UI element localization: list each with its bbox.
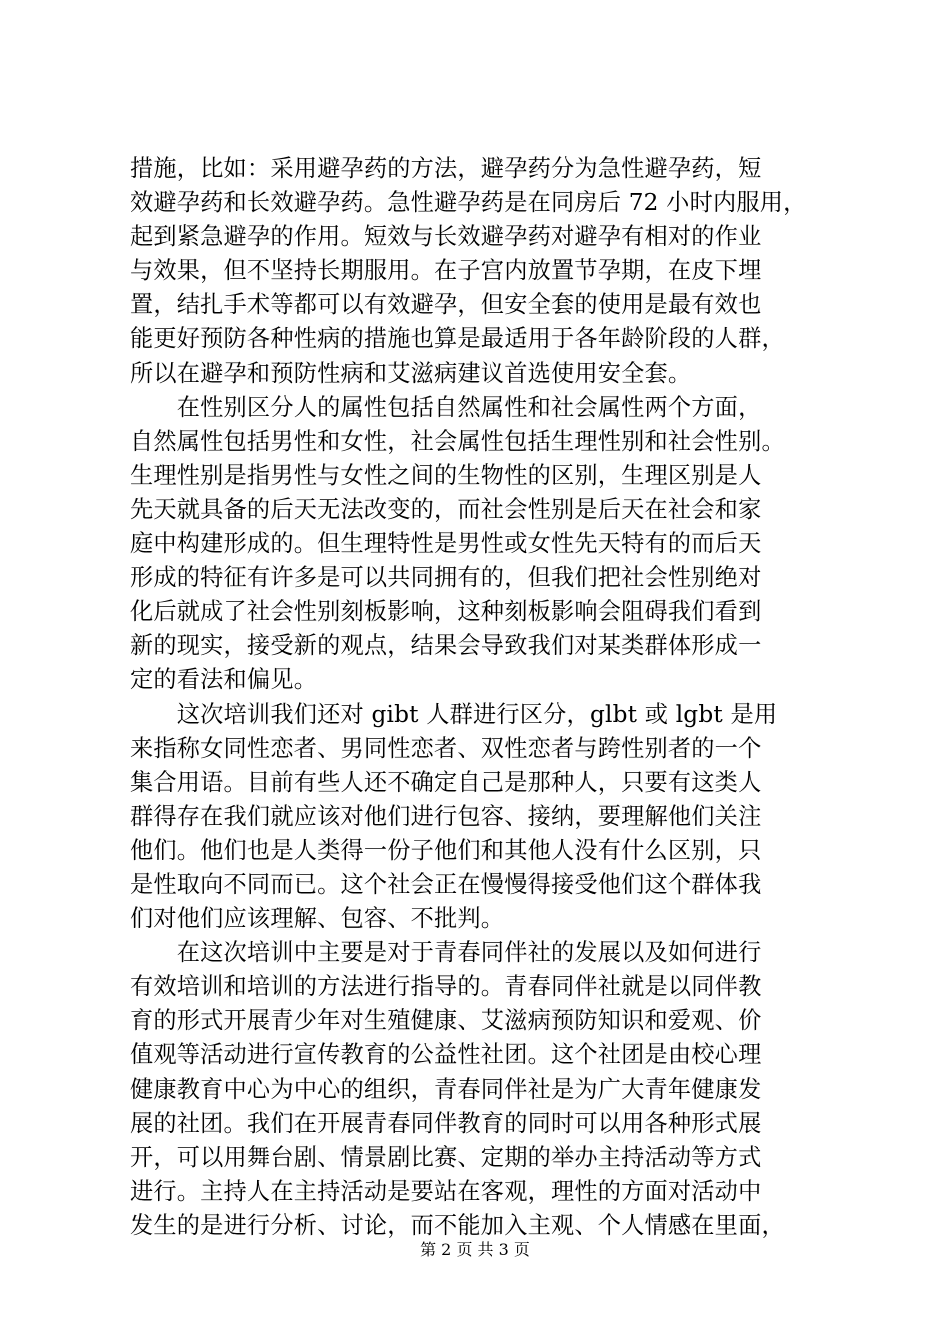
text-line: 定的看法和偏见。	[130, 666, 318, 694]
text-line: 他们。他们也是人类得一份子他们和其他人没有什么区别，只	[130, 836, 762, 864]
text-line: 开，可以用舞台剧、情景剧比赛、定期的举办主持活动等方式	[130, 1143, 762, 1171]
text-line: 能更好预防各种性病的措施也算是最适用于各年龄阶段的人群，	[130, 325, 785, 353]
text-line: 在这次培训中主要是对于青春同伴社的发展以及如何进行	[130, 939, 762, 967]
text-line: 集合用语。目前有些人还不确定自己是那种人，只要有这类人	[130, 768, 762, 796]
text-line: 所以在避孕和预防性病和艾滋病建议首选使用安全套。	[130, 359, 692, 387]
text-line: 先天就具备的后天无法改变的，而社会性别是后天在社会和家	[130, 495, 762, 523]
text-line: 新的现实，接受新的观点，结果会导致我们对某类群体形成一	[130, 632, 762, 660]
text-line: 健康教育中心为中心的组织，青春同伴社是为广大青年健康发	[130, 1075, 762, 1103]
text-line: 发生的是进行分析、讨论，而不能加入主观、个人情感在里面，	[130, 1211, 785, 1239]
text-line: 置，结扎手术等都可以有效避孕，但安全套的使用是最有效也	[130, 291, 762, 319]
text-line: 效避孕药和长效避孕药。急性避孕药是在同房后 72 小时内服用，	[130, 189, 807, 217]
text-line: 是性取向不同而已。这个社会正在慢慢得接受他们这个群体我	[130, 870, 762, 898]
text-line: 化后就成了社会性别刻板影响，这种刻板影响会阻碍我们看到	[130, 598, 762, 626]
page-footer: 第 2 页 共 3 页	[420, 1240, 530, 1259]
text-line: 庭中构建形成的。但生理特性是男性或女性先天特有的而后天	[130, 530, 762, 558]
text-line: 这次培训我们还对 gibt 人群进行区分，glbt 或 lgbt 是用	[130, 700, 778, 728]
body-text	[130, 152, 830, 1243]
text-line: 在性别区分人的属性包括自然属性和社会属性两个方面，	[130, 393, 762, 421]
text-line: 形成的特征有许多是可以共同拥有的，但我们把社会性别绝对	[130, 564, 762, 592]
text-line: 值观等活动进行宣传教育的公益性社团。这个社团是由校心理	[130, 1041, 762, 1069]
text-line: 有效培训和培训的方法进行指导的。青春同伴社就是以同伴教	[130, 973, 762, 1001]
text-line: 与效果，但不坚持长期服用。在子宫内放置节孕期，在皮下埋	[130, 257, 762, 285]
text-line: 育的形式开展青少年对生殖健康、艾滋病预防知识和爱观、价	[130, 1007, 762, 1035]
text-line: 群得存在我们就应该对他们进行包容、接纳，要理解他们关注	[130, 802, 762, 830]
text-line: 来指称女同性恋者、男同性恋者、双性恋者与跨性别者的一个	[130, 734, 762, 762]
text-line: 自然属性包括男性和女性，社会属性包括生理性别和社会性别。	[130, 427, 785, 455]
text-line: 展的社团。我们在开展青春同伴教育的同时可以用各种形式展	[130, 1109, 762, 1137]
text-line: 措施，比如：采用避孕药的方法，避孕药分为急性避孕药，短	[130, 155, 762, 182]
text-line: 们对他们应该理解、包容、不批判。	[130, 905, 505, 933]
text-line: 起到紧急避孕的作用。短效与长效避孕药对避孕有相对的作业	[130, 223, 762, 251]
text-line: 生理性别是指男性与女性之间的生物性的区别，生理区别是人	[130, 461, 762, 489]
text-line: 进行。主持人在主持活动是要站在客观，理性的方面对活动中	[130, 1177, 762, 1205]
